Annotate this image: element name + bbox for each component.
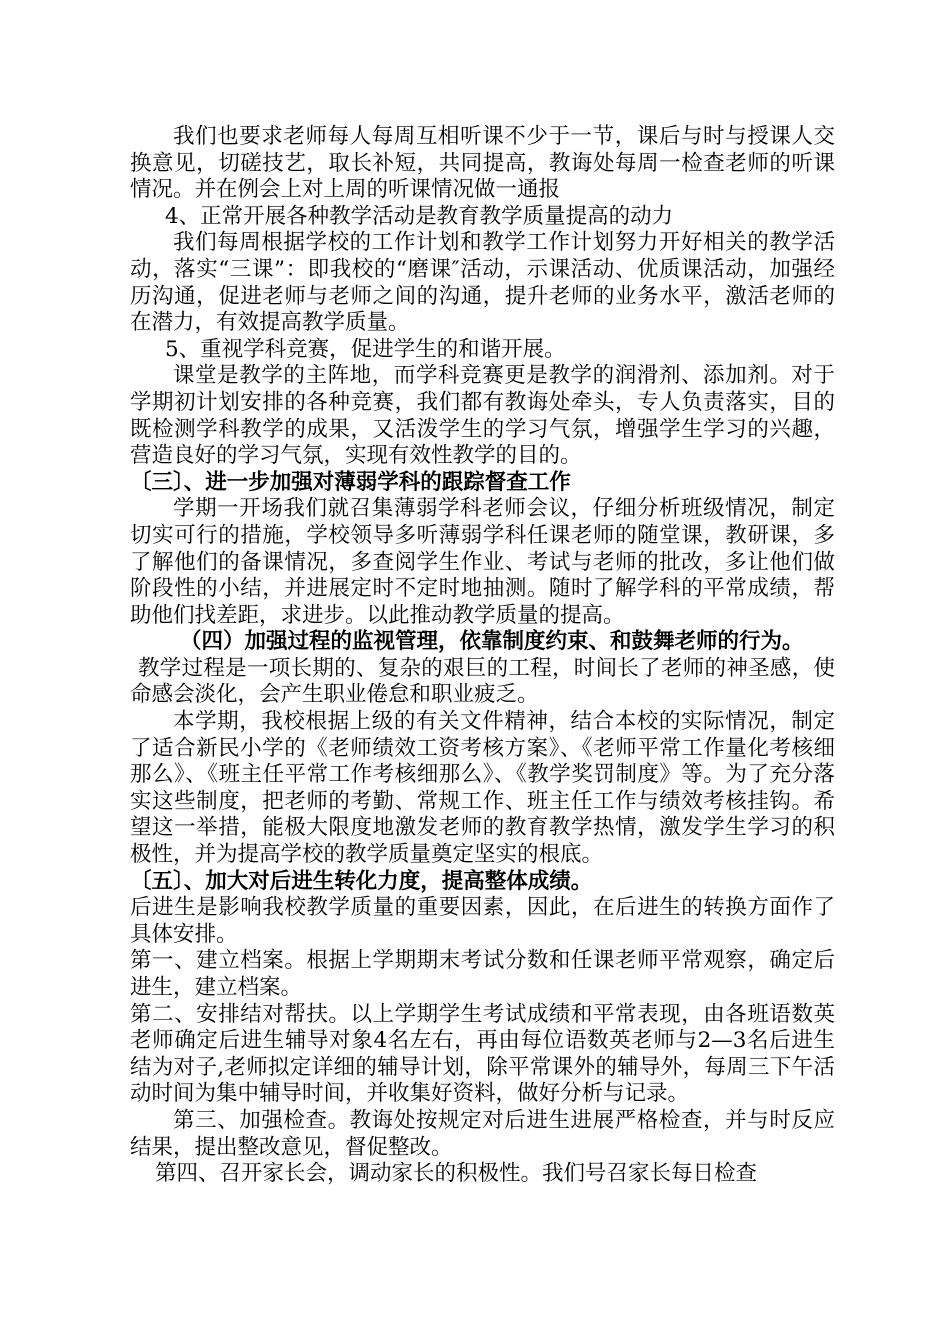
paragraph-weak-subjects: 学期一开场我们就召集薄弱学科老师会议，仔细分析班级情况，制定切实可行的措施，学校领导多听薄弱学科任课老师的随堂课，教研课，多了解他们的备课情况，多查阅学生作业、考试与老师的批改，多让他们做阶段性的小结，并进展定时不定时地抽测。随时了解学科的平常成绩，帮助他们找差距，求进步。以此推动教学质量的提高。 xyxy=(130,496,835,628)
paragraph-teaching-process: 教学过程是一项长期的、复杂的艰巨的工程，时间长了老师的神圣感，使命感会淡化，会产生职业倦怠和职业疲乏。 xyxy=(130,655,835,708)
paragraph-this-semester: 本学期，我校根据上级的有关文件精神，结合本校的实际情况，制定了适合新民小学的《老师绩效工资考核方案》、《老师平常工作量化考核细那么》、《班主任平常工作考核细那么》、《教学奖罚制度》等。为了充分落实这些制度，把老师的考勤、常规工作、班主任工作与绩效考核挂钩。希望这一举措，能极大限度地激发老师的教育教学热情，激发学生学习的积极性，并为提高学校的教学质量奠定坚实的根底。 xyxy=(130,709,835,868)
paragraph-step-3: 第三、加强检查。教诲处按规定对后进生进展严格检查，并与时反应结果，提出整改意见，督促整改。 xyxy=(130,1107,835,1160)
section-heading-3: 〔三〕、进一步加强对薄弱学科的跟踪督查工作 xyxy=(130,469,571,495)
paragraph-competitions: 课堂是教学的主阵地，而学科竞赛更是教学的润滑剂、添加剂。对于学期初计划安排的各种竞赛，我们都有教诲处牵头，专人负责落实，目的既检测学科教学的成果，又活泼学生的学习气氛，增强学生学习的兴趣，营造良好的学习气氛，实现有效性教学的目的。 xyxy=(130,363,835,469)
document-page xyxy=(130,124,835,1188)
section-heading-5: 〔五〕、加大对后进生转化力度，提高整体成绩。 xyxy=(130,868,593,894)
section-heading-4: （四）加强过程的监视管理，依靠制度约束、和鼓舞老师的行为。 xyxy=(180,629,804,655)
paragraph-item-5-title: 5、重视学科竞赛，促进学生的和谐开展。 xyxy=(165,336,566,362)
paragraph-step-1: 第一、建立档案。根据上学期期末考试分数和任课老师平常观察，确定后进生，建立档案。 xyxy=(130,948,835,1000)
paragraph-peer-observation: 我们也要求老师每人每周互相听课不少于一节，课后与时与授课人交换意见，切磋技艺，取长补短，共同提高，教诲处每周一检查老师的听课情况。并在例会上对上周的听课情况做一通报 xyxy=(130,124,835,203)
paragraph-item-4-title: 4、正常开展各种教学活动是教育教学质量提高的动力 xyxy=(165,203,674,229)
paragraph-teaching-activities: 我们每周根据学校的工作计划和教学工作计划努力开好相关的教学活动，落实“三课”：即我校的“磨课″活动，示课活动、优质课活动，加强经历沟通，促进老师与老师之间的沟通，提升老师的业务水平，激活老师的在潜力，有效提高教学质量。 xyxy=(130,230,835,336)
paragraph-step-4: 第四、召开家长会，调动家长的积极性。我们号召家长每日检查 xyxy=(155,1161,758,1187)
paragraph-step-2: 第二、安排结对帮扶。以上学期学生考试成绩和平常表现，由各班语数英老师确定后进生辅导对象4名左右，再由每位语数英老师与2—3名后进生结为对子,老师拟定详细的辅导计划，除平常课外的辅导外，每周三下午活动时间为集中辅导时间，并收集好资料，做好分析与记录。 xyxy=(130,1001,835,1107)
paragraph-struggling-students: 后进生是影响我校教学质量的重要因素，因此，在后进生的转换方面作了具体安排。 xyxy=(130,895,835,947)
